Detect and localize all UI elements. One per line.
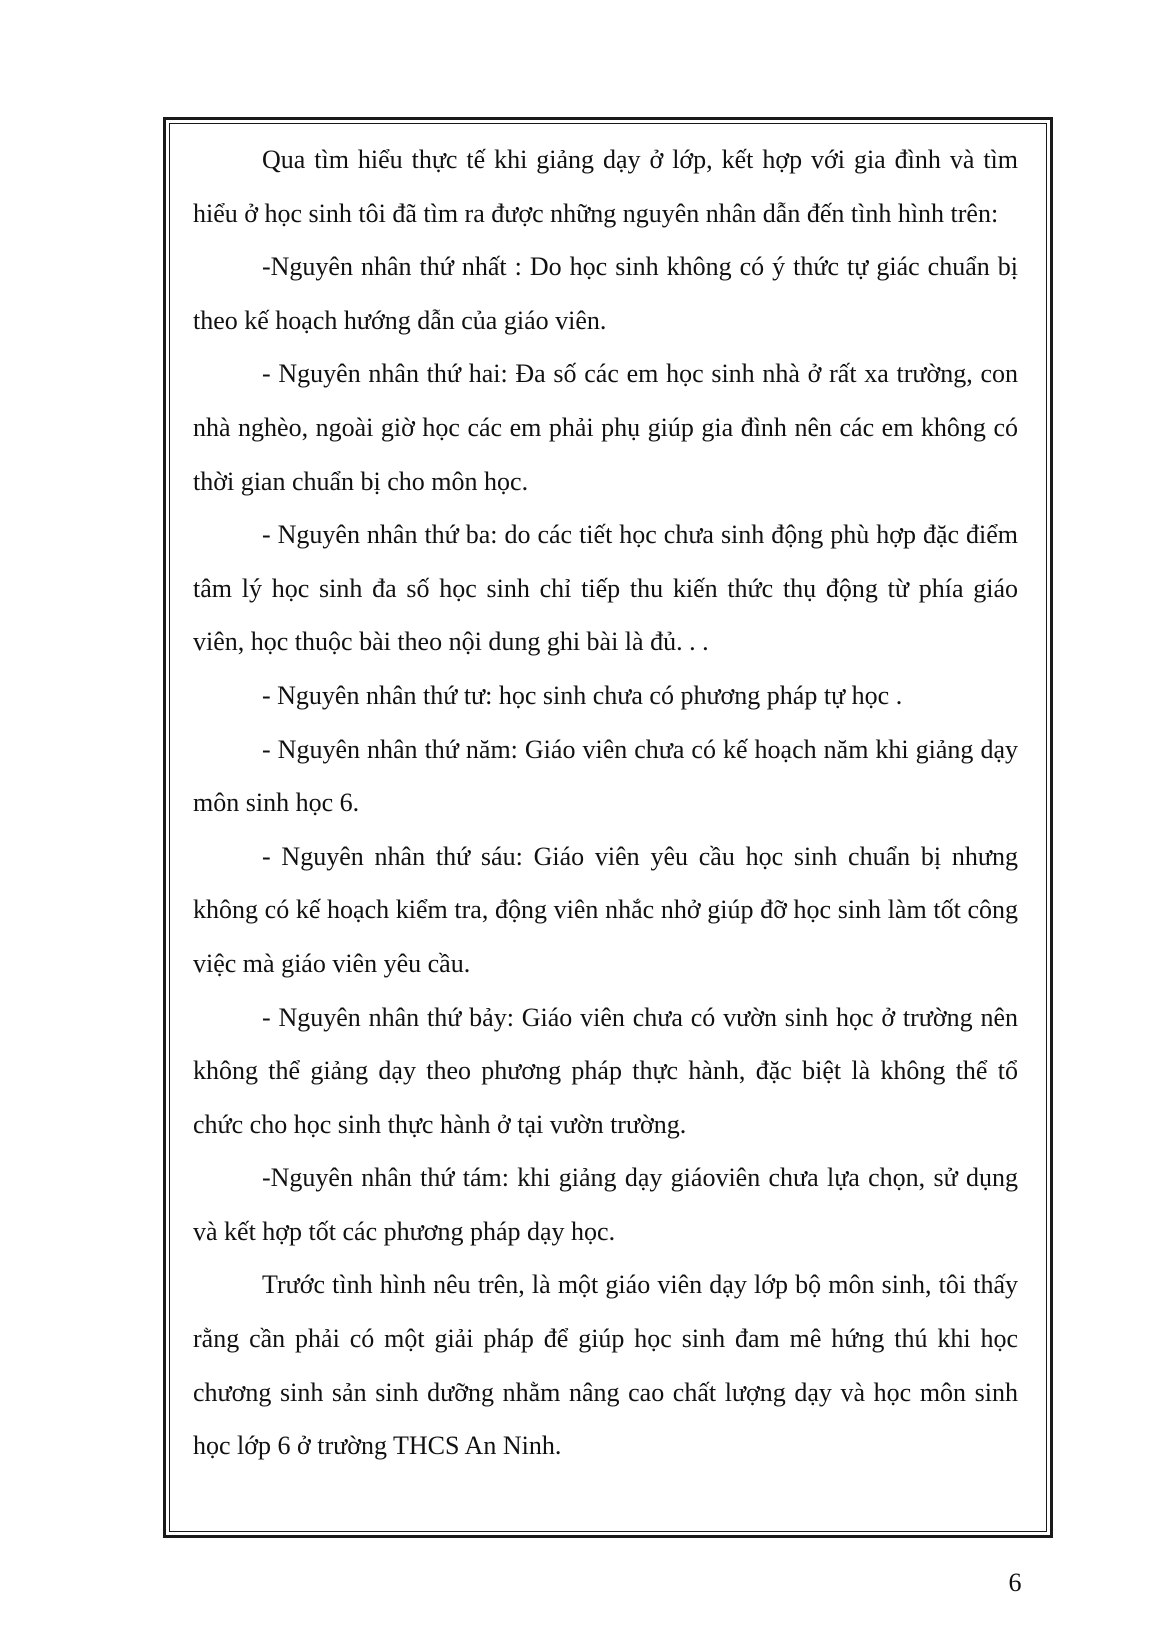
paragraph-cause-3: - Nguyên nhân thứ ba: do các tiết học chưa sinh động phù hợp đặc điểm tâm lý học sinh đa số học sinh chỉ tiếp thu kiến thức thụ động từ phía giáo viên, học thuộc bài theo nội dung ghi bài là đủ. . . <box>193 520 1018 657</box>
paragraph-cause-6: - Nguyên nhân thứ sáu: Giáo viên yêu cầu học sinh chuẩn bị nhưng không có kế hoạch kiểm tra, động viên nhắc nhở giúp đỡ học sinh làm tốt công việc mà giáo viên yêu cầu. <box>193 841 1018 978</box>
paragraph-cause-7: - Nguyên nhân thứ bảy: Giáo viên chưa có vườn sinh học ở trường nên không thể giảng dạy theo phương pháp thực hành, đặc biệt là không thể tổ chức cho học sinh thực hành ở tại vườn trường. <box>193 1002 1018 1139</box>
paragraph-conclusion: Trước tình hình nêu trên, là một giáo viên dạy lớp bộ môn sinh, tôi thấy rằng cần phải có một giải pháp để giúp học sinh đam mê hứng thú khi học chương sinh sản sinh dưỡng nhằm nâng cao chất lượng dạy và học môn sinh học lớp 6 ở trường THCS An Ninh. <box>193 1270 1018 1461</box>
document-body <box>193 133 1018 1473</box>
page-number: 6 <box>1008 1568 1022 1597</box>
paragraph-cause-4: - Nguyên nhân thứ tư: học sinh chưa có phương pháp tự học . <box>262 680 903 710</box>
paragraph-intro: Qua tìm hiểu thực tế khi giảng dạy ở lớp, kết hợp với gia đình và tìm hiểu ở học sinh tôi đã tìm ra được những nguyên nhân dẫn đến tình hình trên: <box>193 145 1018 228</box>
paragraph-cause-1: -Nguyên nhân thứ nhất : Do học sinh không có ý thức tự giác chuẩn bị theo kế hoạch hướng dẫn của giáo viên. <box>193 252 1018 335</box>
paragraph-cause-2: - Nguyên nhân thứ hai: Đa số các em học sinh nhà ở rất xa trường, con nhà nghèo, ngoài giờ học các em phải phụ giúp gia đình nên các em không có thời gian chuẩn bị cho môn học. <box>193 359 1018 496</box>
paragraph-cause-8: -Nguyên nhân thứ tám: khi giảng dạy giáoviên chưa lựa chọn, sử dụng và kết hợp tốt các phương pháp dạy học. <box>193 1163 1018 1246</box>
paragraph-cause-5: - Nguyên nhân thứ năm: Giáo viên chưa có kế hoạch năm khi giảng dạy môn sinh học 6. <box>193 734 1018 818</box>
